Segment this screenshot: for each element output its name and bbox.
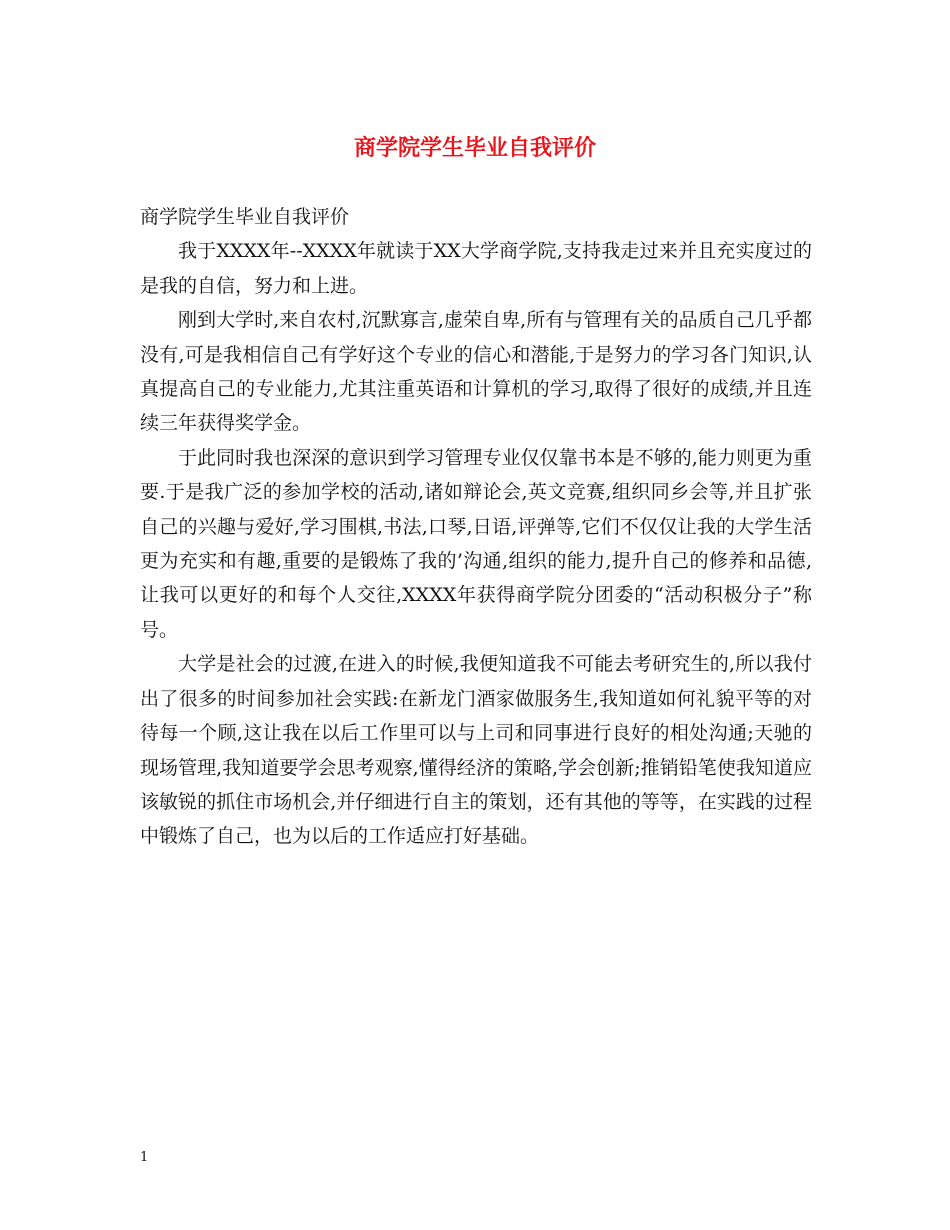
paragraph-3: 于此同时我也深深的意识到学习管理专业仅仅靠书本是不够的,能力则更为重要.于是我广泛的参加学校的活动,诸如辩论会,英文竞赛,组织同乡会等,并且扩张自己的兴趣与爱好,学习围棋,书法,口琴,日语,评弹等,它们不仅仅让我的大学生活更为充实和有趣,重要的是锻炼了我的’沟通,组织的能力,提升自己的修养和品德,让我可以更好的和每个人交往,XXXX年获得商学院分团委的“活动积极分子”称号。 bbox=[140, 446, 812, 641]
paragraph-4: 大学是社会的过渡,在进入的时候,我便知道我不可能去考研究生的,所以我付出了很多的时间参加社会实践:在新龙门酒家做服务生,我知道如何礼貌平等的对待每一个顾,这让我在以后工作里可以与上司和同事进行良好的相处沟通;天驰的现场管理,我知道要学会思考观察,懂得经济的策略,学会创新;推销铅笔使我知道应该敏锐的抓住市场机会,并仔细进行自主的策划，还有其他的等等，在实践的过程中锻炼了自己，也为以后的工作适应打好基础。 bbox=[140, 653, 812, 848]
body-subtitle: 商学院学生毕业自我评价 bbox=[140, 206, 350, 228]
paragraph-1: 我于XXXX年--XXXX年就读于XX大学商学院,支持我走过来并且充实度过的是我的自信，努力和上进。 bbox=[140, 240, 812, 297]
document-body bbox=[140, 200, 812, 854]
document-title: 商学院学生毕业自我评价 bbox=[353, 135, 596, 161]
page-number: 1 bbox=[140, 1150, 149, 1165]
paragraph-2: 刚到大学时,来自农村,沉默寡言,虚荣自卑,所有与管理有关的品质自己几乎都没有,可是我相信自己有学好这个专业的信心和潜能,于是努力的学习各门知识,认真提高自己的专业能力,尤其注重英语和计算机的学习,取得了很好的成绩,并且连续三年获得奖学金。 bbox=[140, 309, 812, 435]
